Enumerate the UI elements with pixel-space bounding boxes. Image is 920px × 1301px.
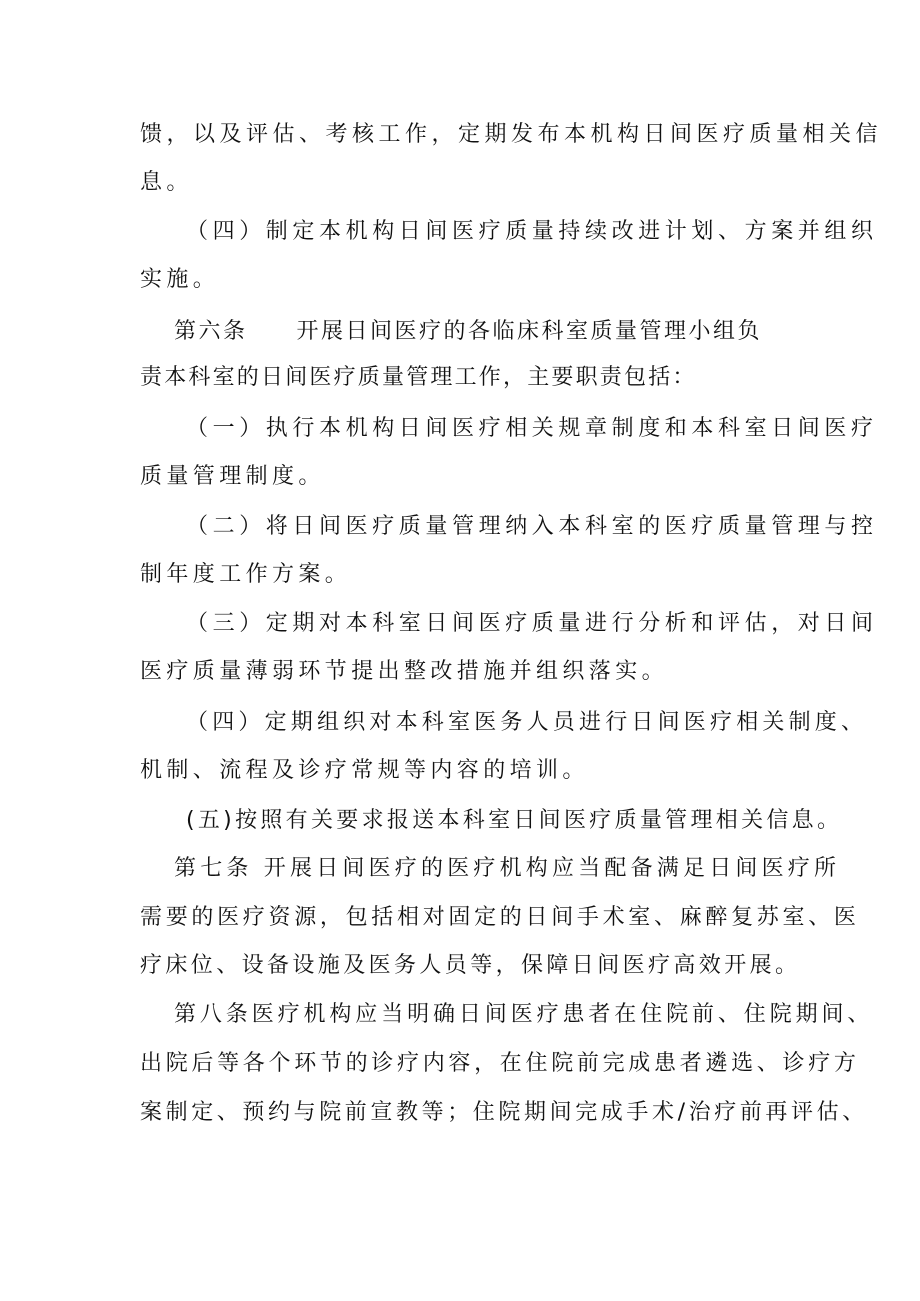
paragraph-line: (五)按照有关要求报送本科室日间医疗质量管理相关信息。 bbox=[186, 808, 843, 833]
paragraph-line: 疗床位、设备设施及医务人员等，保障日间医疗高效开展。 bbox=[140, 953, 801, 978]
paragraph-line: （四）定期组织对本科室医务人员进行日间医疗相关制度、 bbox=[186, 710, 868, 735]
paragraph-line: 质量管理制度。 bbox=[140, 464, 325, 489]
paragraph-line: 息。 bbox=[140, 170, 193, 195]
paragraph-line: （二）将日间医疗质量管理纳入本科室的医疗质量管理与控 bbox=[186, 514, 878, 539]
paragraph-line: 馈，以及评估、考核工作，定期发布本机构日间医疗质量相关信 bbox=[140, 122, 883, 147]
article-heading-line: 第六条 开展日间医疗的各临床科室质量管理小组负 bbox=[174, 319, 763, 344]
paragraph-line: 案制定、预约与院前宣教等；住院期间完成手术/治疗前再评估、 bbox=[140, 1100, 868, 1125]
paragraph-line: （四）制定本机构日间医疗质量持续改进计划、方案并组织 bbox=[186, 219, 878, 244]
paragraph-line: 实施。 bbox=[140, 267, 220, 292]
paragraph-line: 制年度工作方案。 bbox=[140, 562, 352, 587]
paragraph-line: 责本科室的日间医疗质量管理工作，主要职责包括： bbox=[140, 365, 697, 390]
paragraph-line: 需要的医疗资源，包括相对固定的日间手术室、麻醉复苏室、医 bbox=[140, 905, 860, 930]
paragraph-line: （一）执行本机构日间医疗相关规章制度和本科室日间医疗 bbox=[186, 416, 878, 441]
paragraph-line: （三）定期对本科室日间医疗质量进行分析和评估，对日间 bbox=[186, 611, 878, 636]
paragraph-line: 机制、流程及诊疗常规等内容的培训。 bbox=[140, 758, 589, 783]
paragraph-line: 出院后等各个环节的诊疗内容，在住院前完成患者遴选、诊疗方 bbox=[140, 1051, 860, 1076]
article-heading-line: 第八条医疗机构应当明确日间医疗患者在住院前、住院期间、 bbox=[174, 1002, 874, 1027]
article-heading-line: 第七条 开展日间医疗的医疗机构应当配备满足日间医疗所 bbox=[174, 856, 841, 881]
paragraph-line: 医疗质量薄弱环节提出整改措施并组织落实。 bbox=[140, 659, 669, 684]
